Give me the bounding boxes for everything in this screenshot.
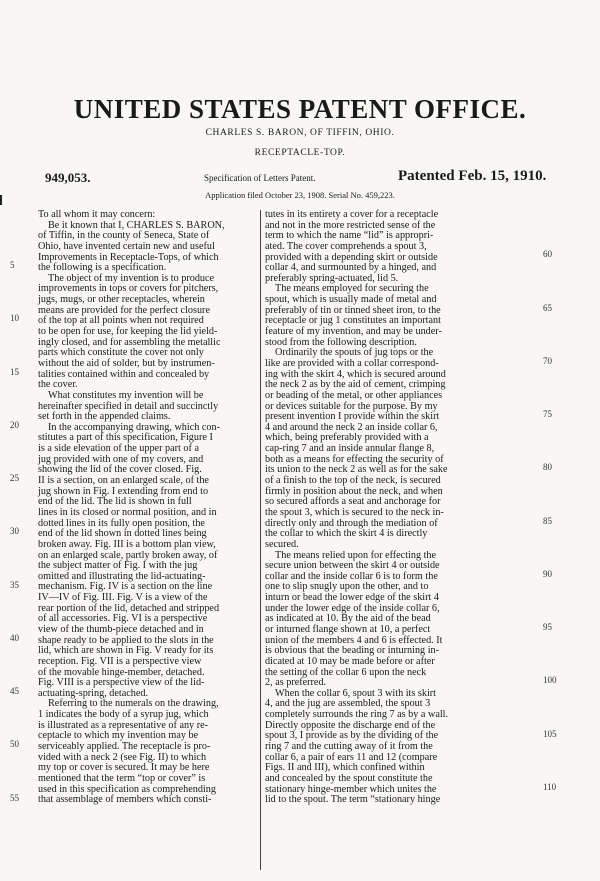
text-line: is illustrated as a representative of any re- bbox=[38, 719, 209, 731]
text-line: collar 4, and surmounted by a hinged, and bbox=[265, 262, 437, 274]
line-number-right: 110 bbox=[543, 781, 557, 792]
line-number-left: 5 bbox=[10, 260, 15, 271]
text-line: preferably spring-actuated, lid 5. bbox=[265, 272, 399, 284]
text-line: IV—IV of Fig. III. Fig. V is a view of the bbox=[38, 592, 208, 604]
line-number-left: 20 bbox=[10, 419, 19, 430]
text-line: the spout 3, which is secured to the neck in- bbox=[265, 506, 444, 518]
text-line: lines in its closed or normal position, and in bbox=[38, 506, 217, 518]
line-number-left: 35 bbox=[10, 579, 19, 590]
line-number-right: 100 bbox=[543, 675, 557, 686]
text-line: When the collar 6, spout 3 with its skirt bbox=[275, 687, 436, 699]
text-line: as indicated at 10. By the aid of the bead bbox=[265, 613, 431, 625]
text-line: Ordinarily the spouts of jug tops or the bbox=[275, 347, 434, 359]
column-divider bbox=[260, 210, 261, 870]
subject-line: RECEPTACLE-TOP. bbox=[254, 148, 346, 158]
text-line: talities contained within and concealed by bbox=[38, 368, 210, 380]
text-line: vided with a neck 2 (see Fig. II) to which bbox=[38, 751, 207, 763]
line-number-left: 30 bbox=[10, 526, 19, 537]
text-line: so secured affords a seat and anchorage for bbox=[265, 496, 441, 508]
text-line: In the accompanying drawing, which con- bbox=[48, 421, 220, 433]
text-line: union of the members 4 and 6 is effected. It bbox=[265, 634, 443, 646]
text-line: its union to the neck 2 as well as for the sake bbox=[265, 464, 448, 476]
text-line: secure union between the skirt 4 or outside bbox=[265, 560, 440, 572]
text-line: or devices suitable for the purpose. By my bbox=[265, 400, 438, 412]
text-line: actuating-spring, detached. bbox=[38, 687, 149, 699]
text-line: broken away. Fig. III is a bottom plan view, bbox=[38, 538, 216, 550]
spec-label: Specification of Letters Patent. bbox=[204, 173, 316, 183]
text-line: mentioned that the term “top or cover” is bbox=[38, 772, 206, 784]
text-line: jug shown in Fig. I extending from end to bbox=[38, 485, 209, 497]
text-line: hereinafter specified in detail and succinctly bbox=[38, 400, 219, 412]
text-line: Fig. VIII is a perspective view of the lid- bbox=[38, 677, 205, 689]
line-number-right: 105 bbox=[543, 728, 557, 739]
text-line: of the top at all points when not required bbox=[38, 315, 204, 327]
text-line: end of the lid shown in dotted lines being bbox=[38, 528, 207, 540]
line-number-left: 45 bbox=[10, 686, 19, 697]
text-line: is a side elevation of the upper part of a bbox=[38, 443, 199, 455]
text-line: both as a means for effecting the security of bbox=[265, 453, 444, 465]
application-line: Application filed October 23, 1908. Serial No. 459,223. bbox=[205, 190, 395, 200]
text-line: ceptacle to which my invention may be bbox=[38, 730, 199, 742]
text-line: the neck 2 as by the aid of cement, crimping bbox=[265, 379, 446, 391]
text-line: dotted lines in its fully open position, the bbox=[38, 517, 205, 529]
line-number-left: 55 bbox=[10, 792, 19, 803]
text-line: and concealed by the spout constitute the bbox=[265, 772, 433, 784]
text-line: ated. The cover comprehends a spout 3, bbox=[265, 240, 427, 252]
text-line: tutes in its entirety a cover for a receptacle bbox=[265, 209, 439, 220]
text-line: mechanism. Fig. IV is a section on the line bbox=[38, 581, 213, 593]
text-line: What constitutes my invention will be bbox=[48, 389, 204, 401]
text-line: firmly in position about the neck, and when bbox=[265, 485, 443, 497]
text-line: rear portion of the lid, detached and stripped bbox=[38, 602, 220, 614]
text-line: without the aid of solder, but by instrumen- bbox=[38, 357, 215, 369]
text-line: stitutes a part of this specification, Figure I bbox=[38, 432, 213, 444]
line-number-right: 85 bbox=[543, 515, 552, 526]
text-line: under the lower edge of the inside collar 6, bbox=[265, 602, 440, 614]
inventor-line: CHARLES S. BARON, OF TIFFIN, OHIO. bbox=[205, 128, 395, 138]
patented-date: Patented Feb. 15, 1910. bbox=[398, 168, 547, 184]
line-number-right: 75 bbox=[543, 409, 552, 420]
text-line: lid, which are shown in Fig. V ready for its bbox=[38, 645, 214, 657]
text-line: ring 7 and the cutting away of it from the bbox=[265, 741, 433, 753]
text-line: of the movable hinge-member, detached. bbox=[38, 666, 205, 678]
text-line: or beading of the metal, or other appliances bbox=[265, 389, 443, 401]
text-line: 4, and the jug are assembled, the spout 3 bbox=[265, 698, 431, 710]
text-line: the following is a specification. bbox=[38, 262, 167, 274]
text-line: the setting of the collar 6 upon the neck bbox=[265, 666, 427, 678]
text-line: set forth in the appended claims. bbox=[38, 411, 171, 423]
text-line: omitted and illustrating the lid-actuating- bbox=[38, 570, 206, 582]
text-line: To all whom it may concern: bbox=[38, 209, 156, 220]
text-line: is obvious that the beading or inturning in- bbox=[265, 645, 440, 657]
text-line: Improvements in Receptacle-Tops, of which bbox=[38, 251, 219, 263]
line-number-right: 80 bbox=[543, 462, 552, 473]
text-line: provided with a depending skirt or outside bbox=[265, 251, 438, 263]
text-line: spout 3, I provide as by the dividing of the bbox=[265, 730, 439, 742]
text-line: end of the lid. The lid is shown in full bbox=[38, 496, 192, 508]
text-line: ing with the skirt 4, which is secured around bbox=[265, 368, 446, 380]
text-line: the subject matter of Fig. I with the jug bbox=[38, 560, 198, 572]
text-line: 2, as preferred. bbox=[265, 677, 327, 689]
text-line: of a finish to the top of the neck, is secured bbox=[265, 475, 441, 487]
text-line: 1 indicates the body of a syrup jug, which bbox=[38, 709, 209, 721]
text-line: cap-ring 7 and an inside annular flange 8, bbox=[265, 443, 435, 455]
text-line: on an enlarged scale, partly broken away, of bbox=[38, 549, 218, 561]
text-line: or inturned flange shown at 10, a perfect bbox=[265, 623, 431, 635]
text-line: parts which constitute the cover not only bbox=[38, 347, 204, 359]
text-line: jugs, mugs, or other receptacles, wherein bbox=[38, 294, 205, 306]
line-number-left: 10 bbox=[10, 313, 19, 324]
text-line: The means employed for securing the bbox=[275, 283, 429, 295]
text-line: used in this specification as comprehending bbox=[38, 783, 216, 795]
text-line: Figs. II and III), which confined within bbox=[265, 762, 425, 774]
text-line: the collar to which the skirt 4 is directly bbox=[265, 528, 428, 540]
line-number-left: 50 bbox=[10, 739, 19, 750]
text-line: which, being preferably provided with a bbox=[265, 432, 429, 444]
text-line: II is a section, on an enlarged scale, of the bbox=[38, 475, 209, 487]
text-line: of all accessories. Fig. VI is a perspective bbox=[38, 613, 208, 625]
text-line: one to slip snugly upon the other, and to bbox=[265, 581, 429, 593]
text-line: receptacle or jug 1 constitutes an important bbox=[265, 315, 441, 327]
text-line: of Tiffin, in the county of Seneca, State of bbox=[38, 230, 210, 242]
text-line: term to which the name “lid” is appropri- bbox=[265, 230, 434, 242]
text-line: that assemblage of members which consti- bbox=[38, 794, 212, 806]
line-number-right: 60 bbox=[543, 249, 552, 260]
text-line: means are provided for the perfect closure bbox=[38, 304, 210, 316]
text-line: spout, which is usually made of metal and bbox=[265, 294, 437, 306]
text-line: stood from the following description. bbox=[265, 336, 417, 348]
text-line: Be it known that I, CHARLES S. BARON, bbox=[48, 219, 225, 231]
line-number-right: 95 bbox=[543, 622, 552, 633]
text-line: shape ready to be applied to the slots in the bbox=[38, 634, 214, 646]
text-line: Referring to the numerals on the drawing, bbox=[48, 698, 219, 710]
line-number-right: 70 bbox=[543, 355, 552, 366]
right-column bbox=[265, 210, 507, 806]
office-title: UNITED STATES PATENT OFFICE. bbox=[73, 94, 527, 124]
text-line: stationary hinge-member which unites the bbox=[265, 783, 437, 795]
text-line: secured. bbox=[265, 538, 299, 550]
line-number-left: 15 bbox=[10, 366, 19, 377]
line-number-left: 40 bbox=[10, 632, 19, 643]
text-line: ingly closed, and for assembling the metallic bbox=[38, 336, 221, 348]
text-line: my top or cover is secured. It may be here bbox=[38, 762, 210, 774]
text-line: inturn or bead the lower edge of the skirt 4 bbox=[265, 592, 439, 604]
text-line: serviceably applied. The receptacle is pro- bbox=[38, 741, 211, 753]
text-line: Directly opposite the discharge end of the bbox=[265, 719, 436, 731]
text-line: dicated at 10 may be made before or after bbox=[265, 655, 435, 667]
text-line: completely surrounds the ring 7 as by a wall. bbox=[265, 709, 449, 721]
patent-number: 949,053. bbox=[45, 170, 91, 185]
text-line: directly only and through the mediation of bbox=[265, 517, 438, 529]
text-line: improvements in tops or covers for pitchers, bbox=[38, 283, 219, 295]
text-line: collar and the inside collar 6 is to form the bbox=[265, 570, 438, 582]
text-line: The means relied upon for effecting the bbox=[275, 549, 437, 561]
text-line: The object of my invention is to produce bbox=[48, 272, 215, 284]
text-line: showing the lid of the cover closed. Fig. bbox=[38, 464, 202, 476]
text-line: 4 and around the neck 2 an inside collar 6, bbox=[265, 421, 438, 433]
text-line: feature of my invention, and may be under- bbox=[265, 326, 442, 338]
text-line: Ohio, have invented certain new and useful bbox=[38, 240, 215, 252]
text-line: and not in the more restricted sense of the bbox=[265, 219, 436, 231]
text-line: like are provided with a collar correspond- bbox=[265, 357, 439, 369]
text-line: the cover. bbox=[38, 379, 78, 391]
line-number-right: 90 bbox=[543, 568, 552, 579]
line-number-right: 65 bbox=[543, 302, 552, 313]
left-column bbox=[38, 210, 258, 806]
text-line: collar 6, a pair of ears 11 and 12 (compare bbox=[265, 751, 438, 763]
text-line: view of the thumb-piece detached and in bbox=[38, 623, 204, 635]
text-line: reception. Fig. VII is a perspective view bbox=[38, 655, 202, 667]
text-line: lid to the spout. The term “stationary hinge bbox=[265, 794, 441, 806]
line-number-left: 25 bbox=[10, 473, 19, 484]
text-line: present invention I provide within the skirt bbox=[265, 411, 440, 423]
text-line: jug provided with one of my covers, and bbox=[38, 453, 204, 465]
text-line: to be open for use, for keeping the lid yield- bbox=[38, 326, 218, 338]
text-line: preferably of tin or tinned sheet iron, to the bbox=[265, 304, 441, 316]
